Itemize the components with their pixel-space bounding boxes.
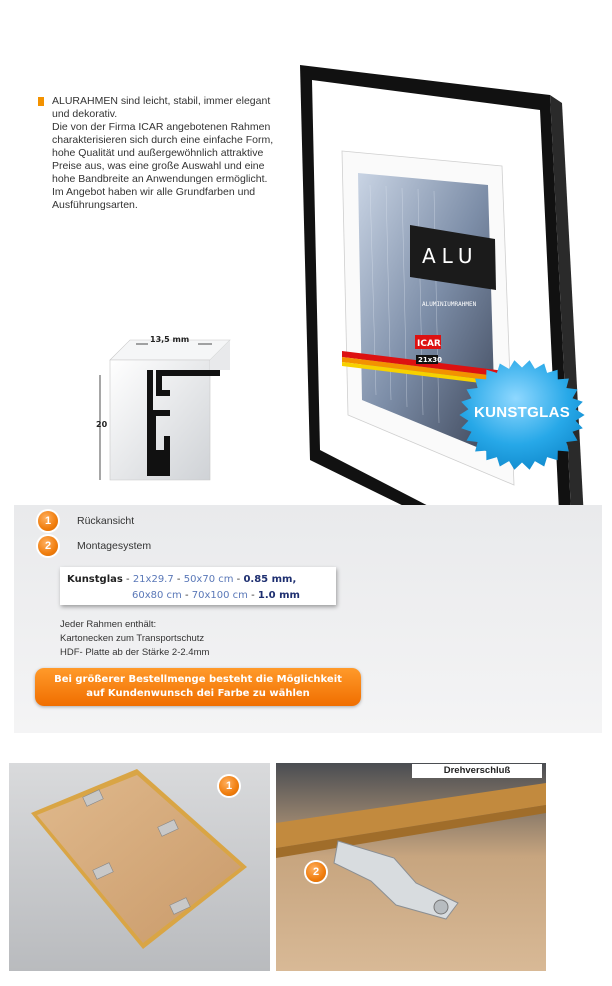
intro-line: Ausführungsarten.: [52, 199, 138, 211]
banner-line: auf Kundenwunsch dei Farbe zu wählen: [86, 688, 310, 699]
legend-label-rueckansicht: Rückansicht: [77, 515, 135, 527]
spec-line-1: [67, 574, 296, 585]
spec-dash: -: [122, 574, 133, 585]
intro-line: ALURAHMEN sind leicht, stabil, immer elegant: [52, 95, 271, 107]
bullet-square-icon: [38, 97, 44, 106]
profile-width-label: 13,5 mm: [150, 335, 190, 344]
profile-height-label: 20: [96, 420, 108, 429]
drehverschluss-caption: Drehverschluß: [412, 764, 542, 778]
spec-dash: -: [173, 574, 184, 585]
kit-item: Kartonecken zum Transportschutz: [60, 633, 205, 644]
intro-line: Die von der Firma ICAR angebotenen Rahmen: [52, 121, 271, 133]
poster-brand: ICAR: [417, 339, 441, 349]
poster-size: 21x30: [418, 356, 442, 364]
spec-size: 70x100 cm: [191, 590, 248, 601]
badge-label: KUNSTGLAS: [473, 404, 571, 421]
banner-line: Bei größerer Bestellmenge besteht die Möglichkeit: [54, 674, 342, 685]
intro-line: Preise aus, was eine große Auswahl und eine: [52, 160, 265, 172]
photo-number-2: 2: [306, 862, 326, 882]
photo-number-1: 1: [219, 776, 239, 796]
custom-color-banner-text: [35, 673, 361, 701]
intro-line: und dekorativ.: [52, 108, 118, 120]
intro-line: hohe Bandbreite an Anwendungen ermöglicht.: [52, 173, 268, 185]
profile-cross-section-diagram: [80, 330, 240, 490]
spec-size: 60x80 cm: [132, 590, 182, 601]
intro-line: Im Angebot haben wir alle Grundfarben und: [52, 186, 256, 198]
poster-subtitle: ALUMINIUMRAHMEN: [422, 301, 477, 308]
spec-size: 50x70 cm: [183, 574, 234, 585]
spec-size: 21x29.7: [132, 574, 174, 585]
poster-alu-word: ALU: [422, 244, 479, 268]
kit-title: Jeder Rahmen enthält:: [60, 619, 157, 630]
kit-item: HDF- Platte ab der Stärke 2-2.4mm: [60, 647, 210, 658]
spec-dash: -: [181, 590, 192, 601]
spec-dash: -: [247, 590, 258, 601]
spec-line-2: [132, 590, 300, 601]
spec-dash: -: [233, 574, 244, 585]
spec-material: Kunstglas: [67, 574, 123, 585]
legend-number-1: 1: [38, 511, 58, 531]
spec-thickness: 1.0 mm: [257, 590, 300, 601]
intro-line: hohe Qualität und außergewöhnlich attraktive: [52, 147, 264, 159]
intro-description: [52, 95, 282, 212]
legend-number-2: 2: [38, 536, 58, 556]
spec-thickness: 0.85 mm,: [243, 574, 297, 585]
intro-line: charakterisieren sich durch eine einfache Form,: [52, 134, 274, 146]
legend-label-montagesystem: Montagesystem: [77, 540, 152, 552]
